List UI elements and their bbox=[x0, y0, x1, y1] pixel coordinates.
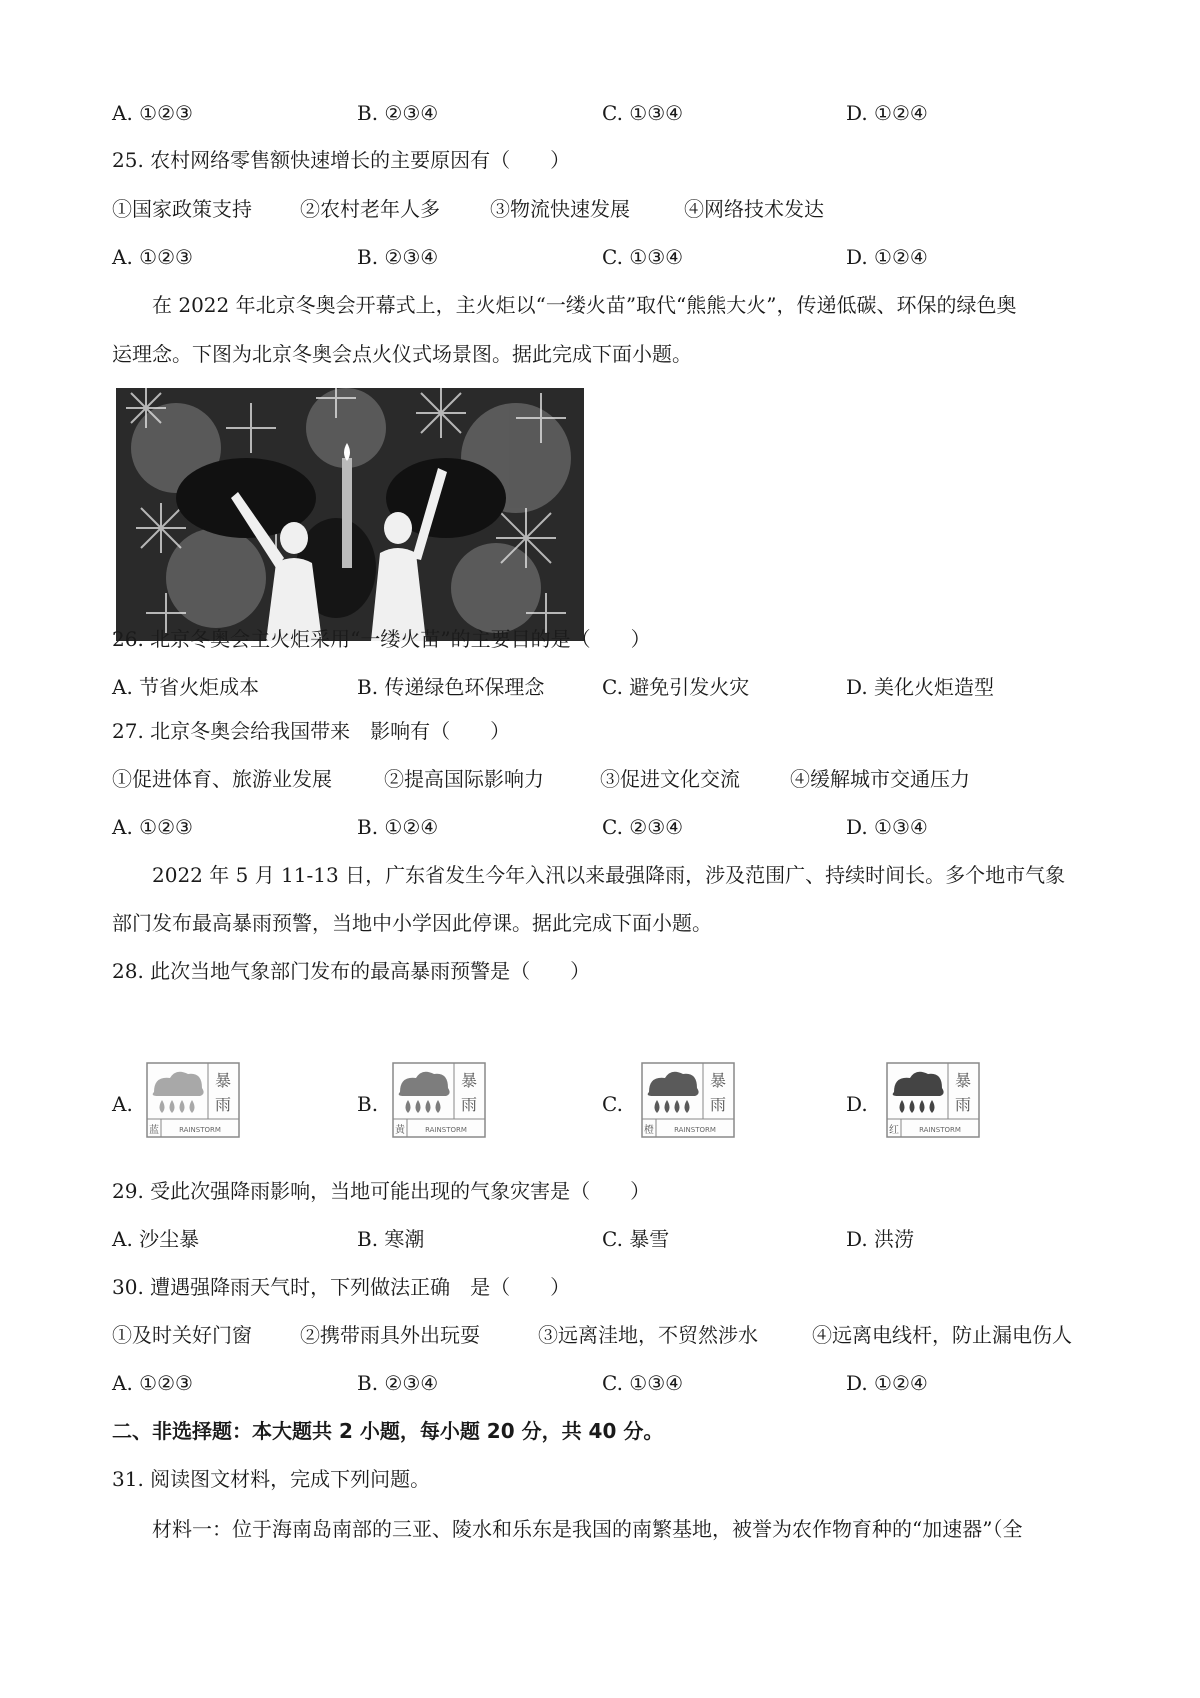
q24-option-c: C. ①③④ bbox=[602, 101, 684, 125]
warning-color-word: 黄 bbox=[395, 1125, 405, 1136]
q31-material1: 材料一：位于海南岛南部的三亚、陵水和乐东是我国的南繁基地，被誉为农作物育种的“加速器”（全 bbox=[152, 1517, 1023, 1541]
warning-footer: RAINSTORM bbox=[425, 1126, 467, 1134]
q25-option-c: C. ①③④ bbox=[602, 245, 684, 269]
warning-title-bottom: 雨 bbox=[954, 1095, 972, 1114]
q25-item-1: ①国家政策支持 bbox=[112, 197, 252, 221]
q26-option-d: D. 美化火炬造型 bbox=[846, 675, 995, 699]
warning-footer: RAINSTORM bbox=[674, 1126, 716, 1134]
q24-option-b: B. ②③④ bbox=[357, 101, 439, 125]
q27-option-c: C. ②③④ bbox=[602, 815, 684, 839]
rainstorm-warning-icon-b bbox=[392, 1062, 486, 1138]
passage1-line1: 在 2022 年北京冬奥会开幕式上，主火炬以“一缕火苗”取代“熊熊大火”，传递低碳、环保的绿色奥 bbox=[152, 293, 1017, 317]
q25-stem: 25. 农村网络零售额快速增长的主要原因有（ ） bbox=[112, 148, 571, 172]
rainstorm-warning-icon-d bbox=[886, 1062, 980, 1138]
q26-stem: 26. 北京冬奥会主火炬采用“一缕火苗”的主要目的是（ ） bbox=[112, 627, 651, 651]
q30-option-b: B. ②③④ bbox=[357, 1371, 439, 1395]
q28-option-b-letter: B. bbox=[357, 1092, 379, 1116]
q28-option-a-letter: A. bbox=[112, 1092, 133, 1116]
warning-color-word: 蓝 bbox=[149, 1125, 159, 1136]
q27-item-1: ①促进体育、旅游业发展 bbox=[112, 767, 332, 791]
q28-option-c-letter: C. bbox=[602, 1092, 623, 1116]
q30-item-1: ①及时关好门窗 bbox=[112, 1323, 252, 1347]
q30-option-d: D. ①②④ bbox=[846, 1371, 928, 1395]
q28-stem: 28. 此次当地气象部门发布的最高暴雨预警是（ ） bbox=[112, 959, 591, 983]
warning-title-top: 暴 bbox=[460, 1071, 478, 1090]
passage1-line2: 运理念。下图为北京冬奥会点火仪式场景图。据此完成下面小题。 bbox=[112, 342, 692, 366]
passage2-line2: 部门发布最高暴雨预警，当地中小学因此停课。据此完成下面小题。 bbox=[112, 911, 712, 935]
q24-option-a: A. ①②③ bbox=[112, 101, 193, 125]
warning-title-top: 暴 bbox=[709, 1071, 727, 1090]
q29-stem: 29. 受此次强降雨影响，当地可能出现的气象灾害是（ ） bbox=[112, 1179, 651, 1203]
rainstorm-warning-icon-c bbox=[641, 1062, 735, 1138]
warning-color-word: 红 bbox=[889, 1125, 899, 1136]
q29-option-b: B. 寒潮 bbox=[357, 1227, 425, 1251]
section-heading: 二、非选择题：本大题共 2 小题，每小题 20 分，共 40 分。 bbox=[112, 1419, 664, 1443]
q24-option-d: D. ①②④ bbox=[846, 101, 928, 125]
warning-color-word: 橙 bbox=[644, 1125, 654, 1136]
q29-option-a: A. 沙尘暴 bbox=[112, 1227, 200, 1251]
q30-option-c: C. ①③④ bbox=[602, 1371, 684, 1395]
warning-footer: RAINSTORM bbox=[179, 1126, 221, 1134]
q25-option-a: A. ①②③ bbox=[112, 245, 193, 269]
warning-footer: RAINSTORM bbox=[919, 1126, 961, 1134]
warning-title-bottom: 雨 bbox=[709, 1095, 727, 1114]
q30-stem: 30. 遭遇强降雨天气时，下列做法正确 是（ ） bbox=[112, 1275, 571, 1299]
q27-option-a: A. ①②③ bbox=[112, 815, 193, 839]
q26-option-c: C. 避免引发火灾 bbox=[602, 675, 750, 699]
q31-stem: 31. 阅读图文材料，完成下列问题。 bbox=[112, 1467, 431, 1491]
q27-item-2: ②提高国际影响力 bbox=[384, 767, 544, 791]
q29-option-c: C. 暴雪 bbox=[602, 1227, 670, 1251]
q29-option-d: D. 洪涝 bbox=[846, 1227, 915, 1251]
q30-item-3: ③远离洼地，不贸然涉水 bbox=[538, 1323, 758, 1347]
q28-option-d-letter: D. bbox=[846, 1092, 868, 1116]
q25-option-b: B. ②③④ bbox=[357, 245, 439, 269]
ceremony-photo bbox=[116, 388, 584, 641]
q25-item-2: ②农村老年人多 bbox=[300, 197, 440, 221]
warning-title-bottom: 雨 bbox=[214, 1095, 232, 1114]
q27-item-3: ③促进文化交流 bbox=[600, 767, 740, 791]
q25-item-4: ④网络技术发达 bbox=[684, 197, 824, 221]
warning-title-bottom: 雨 bbox=[460, 1095, 478, 1114]
passage2-line1: 2022 年 5 月 11-13 日，广东省发生今年入汛以来最强降雨，涉及范围广、持续时间长。多个地市气象 bbox=[152, 863, 1066, 887]
q27-option-b: B. ①②④ bbox=[357, 815, 439, 839]
q27-item-4: ④缓解城市交通压力 bbox=[790, 767, 970, 791]
q27-stem: 27. 北京冬奥会给我国带来 影响有（ ） bbox=[112, 719, 511, 743]
warning-title-top: 暴 bbox=[214, 1071, 232, 1090]
q30-item-2: ②携带雨具外出玩耍 bbox=[300, 1323, 480, 1347]
rainstorm-warning-icon-a bbox=[146, 1062, 240, 1138]
q27-option-d: D. ①③④ bbox=[846, 815, 928, 839]
q30-item-4: ④远离电线杆，防止漏电伤人 bbox=[812, 1323, 1072, 1347]
q26-option-a: A. 节省火炬成本 bbox=[112, 675, 260, 699]
q25-option-d: D. ①②④ bbox=[846, 245, 928, 269]
q26-option-b: B. 传递绿色环保理念 bbox=[357, 675, 545, 699]
q30-option-a: A. ①②③ bbox=[112, 1371, 193, 1395]
warning-title-top: 暴 bbox=[954, 1071, 972, 1090]
q25-item-3: ③物流快速发展 bbox=[490, 197, 630, 221]
